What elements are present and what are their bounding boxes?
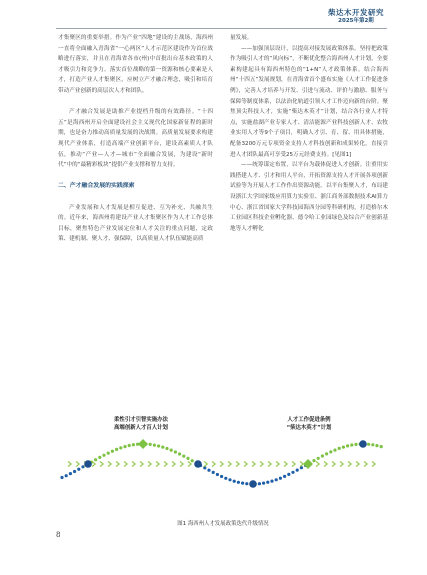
trough-node	[84, 460, 92, 468]
wave-dot	[346, 444, 349, 447]
chevron-arrow	[188, 461, 191, 466]
wave-dot	[153, 444, 156, 447]
chevron-arrow	[164, 461, 167, 466]
wave-dot	[237, 481, 240, 484]
chevron-arrow	[68, 461, 71, 466]
wave-dot	[317, 457, 320, 460]
figure-label-left-line2: 高端创新人才百人计划	[114, 425, 168, 431]
section-heading: 二、产才融合发展的实践探索	[58, 183, 135, 190]
right-column	[230, 33, 388, 234]
chevron-arrow	[124, 461, 127, 466]
chevron-arrow	[156, 461, 159, 466]
wave-dot	[149, 443, 152, 446]
chevron-arrow	[372, 461, 375, 466]
wave-dot	[81, 465, 84, 468]
wave-dot	[174, 450, 177, 453]
right-paragraph-1: 量发展。	[230, 35, 253, 41]
wave-dot	[296, 469, 299, 472]
chevron-arrow	[284, 461, 287, 466]
peak-node	[303, 459, 313, 469]
chevron-arrow	[332, 461, 335, 466]
wave-dot	[338, 447, 341, 450]
trough-node	[359, 440, 367, 448]
wave-dot	[262, 482, 265, 485]
left-paragraph-1: 才集聚区的重要举措。作为产业“四地”建设的主战场，海西州一直将全面融入青海省“一心两区”人才示范区建设作为首位战略进行落实，并且在青海省各市(州)中首批出台基本政策的人才吸引力和竞争力。落实首位战略的第一资源和核心要素是人才，打造产业人才集聚区，应树立产才融合理念，吸引和培育带动产业创新的高层次人才和团队。	[58, 35, 213, 94]
chevron-arrow	[244, 461, 247, 466]
wave-dot	[275, 478, 278, 481]
wave-dot	[224, 477, 227, 480]
journal-header	[328, 8, 384, 25]
chevron-arrow	[228, 461, 231, 466]
figure-label-right	[254, 416, 364, 432]
journal-title: 柴达木开发研究	[328, 8, 384, 17]
chevron-arrow	[140, 461, 143, 466]
chevron-arrow	[92, 461, 95, 466]
chevron-arrow	[324, 461, 327, 466]
wave-dot	[291, 471, 294, 474]
wave-dot	[157, 444, 160, 447]
wave-dot	[380, 445, 383, 448]
chevron-arrow	[108, 461, 111, 466]
wave-dot	[178, 452, 181, 455]
chevron-arrow	[236, 461, 239, 466]
wave-dot	[191, 459, 194, 462]
journal-issue: 2025年第2期	[338, 18, 374, 24]
wave-dot	[94, 458, 97, 461]
wave-dot	[69, 472, 72, 475]
chevron-arrow	[116, 461, 119, 466]
wave-dot	[371, 443, 374, 446]
chevron-arrow	[204, 461, 207, 466]
wave-dot	[258, 482, 261, 485]
chevron-arrow	[212, 461, 215, 466]
chevron-arrow	[364, 461, 367, 466]
figure-caption: 图1 海西州人才发展政策迭代升级情况	[177, 521, 269, 527]
wave-dot	[241, 482, 244, 485]
chevron-arrow	[268, 461, 271, 466]
chevron-arrow	[132, 461, 135, 466]
wave-dot	[115, 448, 118, 451]
trough-node	[249, 480, 257, 488]
wave-dot	[182, 455, 185, 458]
wave-dot	[111, 450, 114, 453]
chevron-arrow	[172, 461, 175, 466]
chevron-arrow	[276, 461, 279, 466]
wave-dot	[321, 454, 324, 457]
wave-dot	[367, 443, 370, 446]
left-paragraph-3: 产业发展和人才发展是相互促进、互为补充、共融共生的。近年来，海西州将建设产业人才集聚区作为人才工作总体目标，聚焦特色产业发展定位和人才关注的重点问题，定政策、建机制、聚人才、强保障，以高质量人才队伍赋能高质	[58, 204, 213, 243]
wave-dot	[245, 482, 248, 485]
left-column	[58, 33, 213, 245]
right-paragraph-2: ——加强顶层设计，以提高对接发展政策体系。坚持把政策作为吸引人才的“风向标”，不断优化整合海西州人才计划，全要素构建起具有海西州特色的“1+N”人才政策体系。结合海西州“十四五”发展规划，在青海省首个盛布实施《人才工作促进条例》，完善人才培养与开发、引进与流动、评价与激励、服务与保障等制度体系，以法治化轨道引领人才工作迈向新的台阶。聚焦顶尖科技人才，实施“柴达木英才”计划，结合各行业人才特点，实施盐湖产业专家人才、清洁能源产业科技创新人才、农牧业实用人才等9个子项目，明确人才引、育、留、用具体措施，配备3200万元专项资金支持人才科技创新和成果转化，直接引进人才团队最高可享受25万元经费支持。[见图1]	[230, 45, 388, 158]
wave-dot	[165, 447, 168, 450]
wave-dot	[161, 446, 164, 449]
wave-dot	[228, 478, 231, 481]
wave-dot	[65, 474, 68, 477]
wave-dot	[119, 446, 122, 449]
wave-dot	[128, 444, 131, 447]
wave-dot	[270, 480, 273, 483]
wave-dot	[220, 475, 223, 478]
chevron-arrow	[356, 461, 359, 466]
wave-dot	[350, 443, 353, 446]
wave-dot	[73, 470, 76, 473]
wave-dot	[77, 468, 80, 471]
trough-node	[194, 460, 202, 468]
chevron-arrow	[220, 461, 223, 466]
chevron-arrow	[100, 461, 103, 466]
chevron-arrow	[348, 461, 351, 466]
wave-dot	[329, 450, 332, 453]
wave-dot	[375, 444, 378, 447]
chevron-arrow	[340, 461, 343, 466]
wave-dot	[107, 452, 110, 455]
chevron-arrow	[180, 461, 183, 466]
chevron-arrow	[300, 461, 303, 466]
wave-dot	[170, 449, 173, 452]
wave-dot	[102, 454, 105, 457]
policy-figure	[58, 406, 388, 522]
wave-dot	[60, 476, 63, 479]
figure-label-right-line1: 人才工作促进条例	[287, 417, 331, 423]
chevron-arrow	[292, 461, 295, 466]
wave-dot	[287, 473, 290, 476]
chevron-arrow	[76, 461, 79, 466]
chevron-arrow	[148, 461, 151, 466]
left-paragraph-2: 产才融合发展是助推产业提档升级的有效路径。“十四五”是海西州开启全面建设社会主义现代化国家新征程的新时期，也是奋力推动高质量发展的决战期。高质量发展要求构建现代产业体系，打造高端产业创新平台，建设高素质人才队伍，推动“产业—人才—城市”全面融合发展，为建设“新时代”中的“最精彩板块”提供产业支撑和智力支持。	[58, 109, 213, 169]
figure-label-left-line1: 柔性引才引智实施办法	[114, 417, 168, 423]
wave-dot	[342, 446, 345, 449]
wave-dot	[312, 459, 315, 462]
page-number: 8	[56, 531, 61, 539]
wave-dot	[203, 466, 206, 469]
wave-dot	[212, 471, 215, 474]
chevron-arrow	[252, 461, 255, 466]
wave-dot	[279, 477, 282, 480]
wave-dot	[98, 456, 101, 459]
chevron-arrow	[260, 461, 263, 466]
wave-dot	[283, 475, 286, 478]
wave-dot	[233, 480, 236, 483]
header-divider	[56, 28, 387, 29]
wave-dot	[132, 443, 135, 446]
wave-dot	[186, 457, 189, 460]
wave-dot	[333, 449, 336, 452]
chevron-arrow	[316, 461, 319, 466]
wave-dot	[207, 469, 210, 472]
right-paragraph-3: ——统筹谋定布置，以平台为载体促进人才创新。注重用实践搭建人才、引才和用人平台，开拓资源支持人才开展各项创新试验等为开展人才工作作出资源动能。以平台集聚人才，布局建设浙江大学国家级应用算力实验室、浙江商务部数据技术AI算力中心、浙江省国家大学科技园海西分园等科研机构，打造格尔木工业园区科技企业孵化器、德令哈工业园绿色及综合产业创新基地等人才孵化	[230, 162, 388, 232]
figure-label-right-line2: “柴达木英才”计划	[286, 425, 332, 431]
wave-dot	[216, 473, 219, 476]
wave-dot	[266, 481, 269, 484]
wave-dot	[325, 452, 328, 455]
peak-node	[138, 439, 148, 449]
figure-label-left	[86, 416, 196, 432]
wave-dot	[123, 445, 126, 448]
wave-dot	[354, 443, 357, 446]
